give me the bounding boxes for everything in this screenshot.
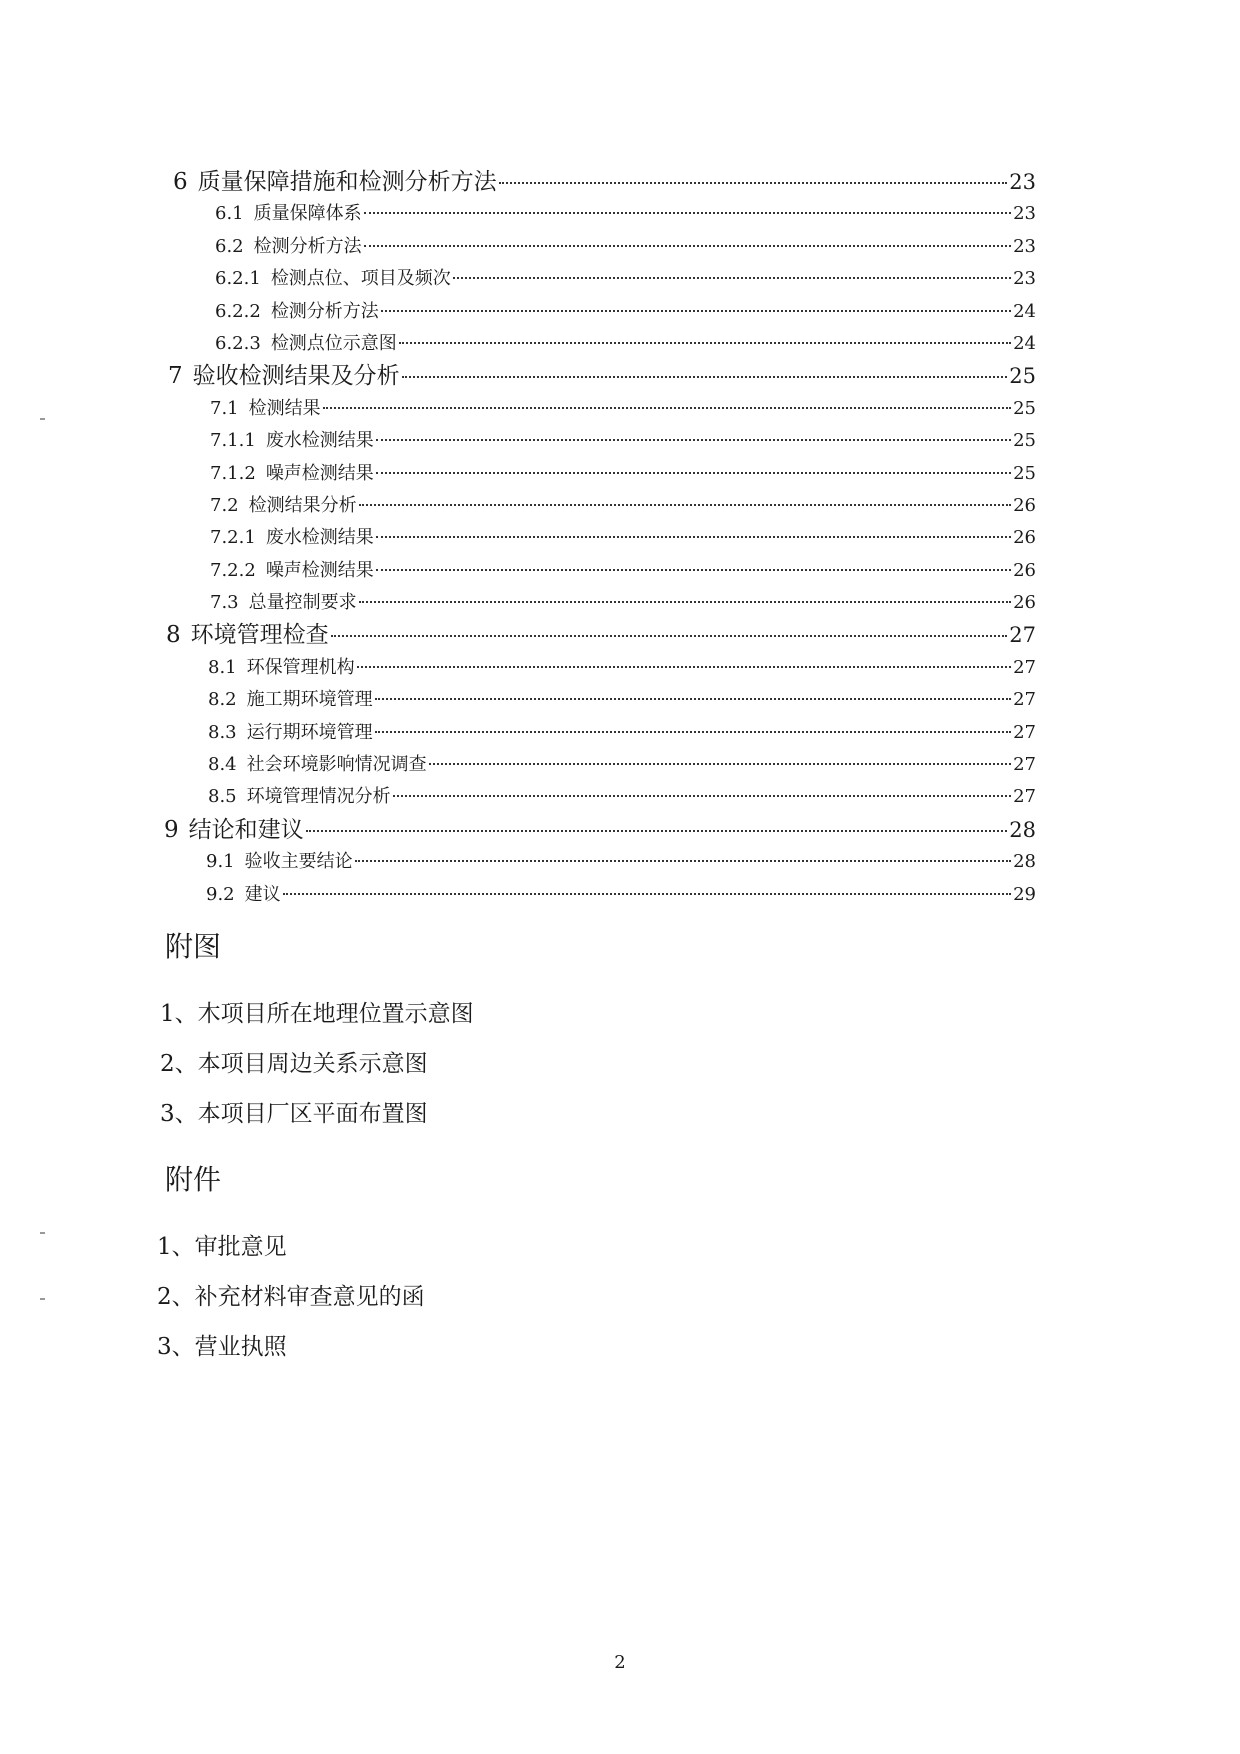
toc-entry-number: 9.1 (206, 851, 235, 873)
figure-item: 1、木项目所在地理位置示意图 (160, 1001, 474, 1027)
toc-entry-page: 26 (1013, 592, 1036, 614)
toc-entry (215, 198, 1036, 230)
toc-entry (208, 684, 1036, 716)
toc-leader-dots (306, 830, 1008, 832)
toc-entry (208, 652, 1036, 684)
toc-entry-number: 8.4 (208, 754, 237, 776)
toc-entry-title: 结论和建议 (188, 816, 304, 843)
page-number: 2 (614, 1652, 626, 1673)
toc-entry (208, 749, 1036, 781)
toc-entry-title: 施工期环境管理 (246, 689, 373, 711)
toc-entry-title: 废水检测结果 (265, 430, 374, 452)
toc-leader-dots (376, 472, 1011, 474)
toc-entry-title: 环保管理机构 (246, 656, 355, 678)
toc-entry (215, 296, 1036, 328)
toc-entry-title: 噪声检测结果 (265, 462, 374, 484)
toc-entry-title: 检测结果分析 (248, 494, 357, 516)
toc-leader-dots (499, 182, 1008, 184)
toc-leader-dots (402, 376, 1008, 378)
attachments-heading: 附件 (165, 1163, 222, 1196)
toc-leader-dots (376, 569, 1011, 571)
toc-entry-number: 7.1.2 (210, 462, 256, 484)
toc-entry-page: 26 (1013, 559, 1036, 581)
toc-leader-dots (357, 666, 1011, 668)
toc-entry-title: 建议 (244, 883, 281, 905)
toc-entry-number: 8.2 (208, 689, 237, 711)
toc-entry-number: 7.2.1 (210, 527, 256, 549)
toc-entry-number: 6.2 (215, 235, 244, 257)
toc-leader-dots (429, 763, 1011, 765)
attachment-item: 3、营业执照 (157, 1334, 287, 1360)
toc-entry-page: 27 (1013, 786, 1036, 808)
toc-entry-number: 6.1 (215, 203, 244, 225)
toc-leader-dots (399, 342, 1011, 344)
toc-entry-title: 检测结果 (248, 397, 321, 419)
toc-entry-number: 7.1 (210, 397, 239, 419)
toc-entry (210, 555, 1036, 587)
toc-entry-page: 23 (1013, 235, 1036, 257)
toc-entry (215, 263, 1036, 295)
toc-leader-dots (376, 439, 1011, 441)
toc-entry-number: 6.2.3 (215, 332, 261, 354)
toc-entry-number: 8 (166, 622, 181, 649)
toc-entry-number: 9.2 (206, 883, 235, 905)
toc-entry (210, 458, 1036, 490)
toc-entry (210, 425, 1036, 457)
toc-entry-page: 25 (1013, 462, 1036, 484)
toc-entry-page: 28 (1009, 817, 1036, 842)
toc-entry (210, 490, 1036, 522)
scan-speck (40, 1298, 45, 1300)
toc-entry-page: 23 (1009, 170, 1036, 194)
toc-entry-number: 9 (164, 816, 179, 843)
toc-entry-title: 环境管理情况分析 (246, 786, 391, 808)
toc-entry-page: 27 (1013, 721, 1036, 743)
toc-entry-page: 23 (1013, 203, 1036, 225)
toc-entry-page: 25 (1013, 397, 1036, 419)
toc-entry (210, 522, 1036, 554)
scan-speck (40, 1232, 45, 1234)
toc-entry (208, 717, 1036, 749)
toc-entry (206, 846, 1036, 878)
toc-entry-title: 噪声检测结果 (265, 559, 374, 581)
toc-entry-page: 29 (1013, 883, 1036, 905)
toc-entry-page: 25 (1009, 364, 1036, 389)
toc-entry-title: 检测分析方法 (270, 300, 379, 322)
attachment-item: 2、补充材料审查意见的函 (157, 1284, 425, 1310)
toc-entry-page: 24 (1013, 300, 1036, 322)
toc-entry-number: 6.2.1 (215, 268, 261, 290)
toc-entry-page: 27 (1013, 754, 1036, 776)
toc-entry-page: 26 (1013, 494, 1036, 516)
toc-entry (210, 393, 1036, 425)
toc-leader-dots (375, 698, 1011, 700)
scan-speck (40, 418, 45, 420)
toc-entry-title: 验收检测结果及分析 (192, 363, 400, 390)
toc-entry (210, 587, 1036, 619)
toc-entry-title: 验收主要结论 (244, 851, 353, 873)
toc-entry-page: 27 (1013, 656, 1036, 678)
toc-entry-page: 27 (1013, 689, 1036, 711)
attachment-item: 1、审批意见 (157, 1234, 287, 1260)
toc-entry (168, 360, 1036, 392)
toc-entry-number: 7.2.2 (210, 559, 256, 581)
toc-entry-title: 检测点位、项目及频次 (270, 268, 451, 290)
toc-entry-number: 6 (173, 169, 188, 195)
toc-entry-title: 质量保障体系 (253, 203, 362, 225)
toc-entry-number: 8.3 (208, 721, 237, 743)
toc-leader-dots (375, 731, 1011, 733)
toc-entry-number: 8.1 (208, 656, 237, 678)
toc-leader-dots (359, 504, 1011, 506)
toc-entry (164, 814, 1036, 846)
toc-leader-dots (376, 536, 1011, 538)
toc-entry-title: 总量控制要求 (248, 592, 357, 614)
toc-entry-page: 27 (1009, 623, 1036, 648)
toc-entry (173, 166, 1036, 198)
toc-entry (166, 619, 1036, 651)
toc-entry (206, 879, 1036, 911)
toc-leader-dots (393, 795, 1011, 797)
table-of-contents (0, 166, 1240, 911)
toc-entry-title: 运行期环境管理 (246, 721, 373, 743)
toc-entry-title: 检测点位示意图 (270, 332, 397, 354)
toc-leader-dots (283, 893, 1011, 895)
figure-item: 3、本项目厂区平面布置图 (160, 1101, 428, 1127)
toc-leader-dots (453, 277, 1011, 279)
toc-leader-dots (364, 245, 1011, 247)
toc-entry-number: 8.5 (208, 786, 237, 808)
toc-leader-dots (355, 860, 1011, 862)
toc-entry-title: 社会环境影响情况调查 (246, 754, 427, 776)
toc-leader-dots (359, 601, 1011, 603)
toc-entry-page: 25 (1013, 430, 1036, 452)
toc-entry-page: 23 (1013, 268, 1036, 290)
toc-entry-number: 7.3 (210, 592, 239, 614)
toc-entry-page: 28 (1013, 851, 1036, 873)
toc-entry (215, 328, 1036, 360)
toc-entry-page: 24 (1013, 332, 1036, 354)
toc-entry-number: 6.2.2 (215, 300, 261, 322)
toc-entry-number: 7.2 (210, 494, 239, 516)
toc-leader-dots (364, 212, 1011, 214)
toc-entry-title: 质量保障措施和检测分析方法 (197, 169, 497, 195)
figure-item: 2、本项目周边关系示意图 (160, 1051, 428, 1077)
toc-leader-dots (323, 407, 1011, 409)
toc-leader-dots (381, 310, 1011, 312)
toc-entry-page: 26 (1013, 527, 1036, 549)
toc-entry (215, 231, 1036, 263)
toc-entry-title: 废水检测结果 (265, 527, 374, 549)
figures-heading: 附图 (165, 930, 222, 963)
toc-entry-number: 7 (168, 363, 183, 390)
toc-entry-number: 7.1.1 (210, 430, 256, 452)
toc-leader-dots (331, 635, 1008, 637)
toc-entry-title: 环境管理检查 (190, 622, 329, 649)
toc-entry (208, 781, 1036, 813)
toc-entry-title: 检测分析方法 (253, 235, 362, 257)
